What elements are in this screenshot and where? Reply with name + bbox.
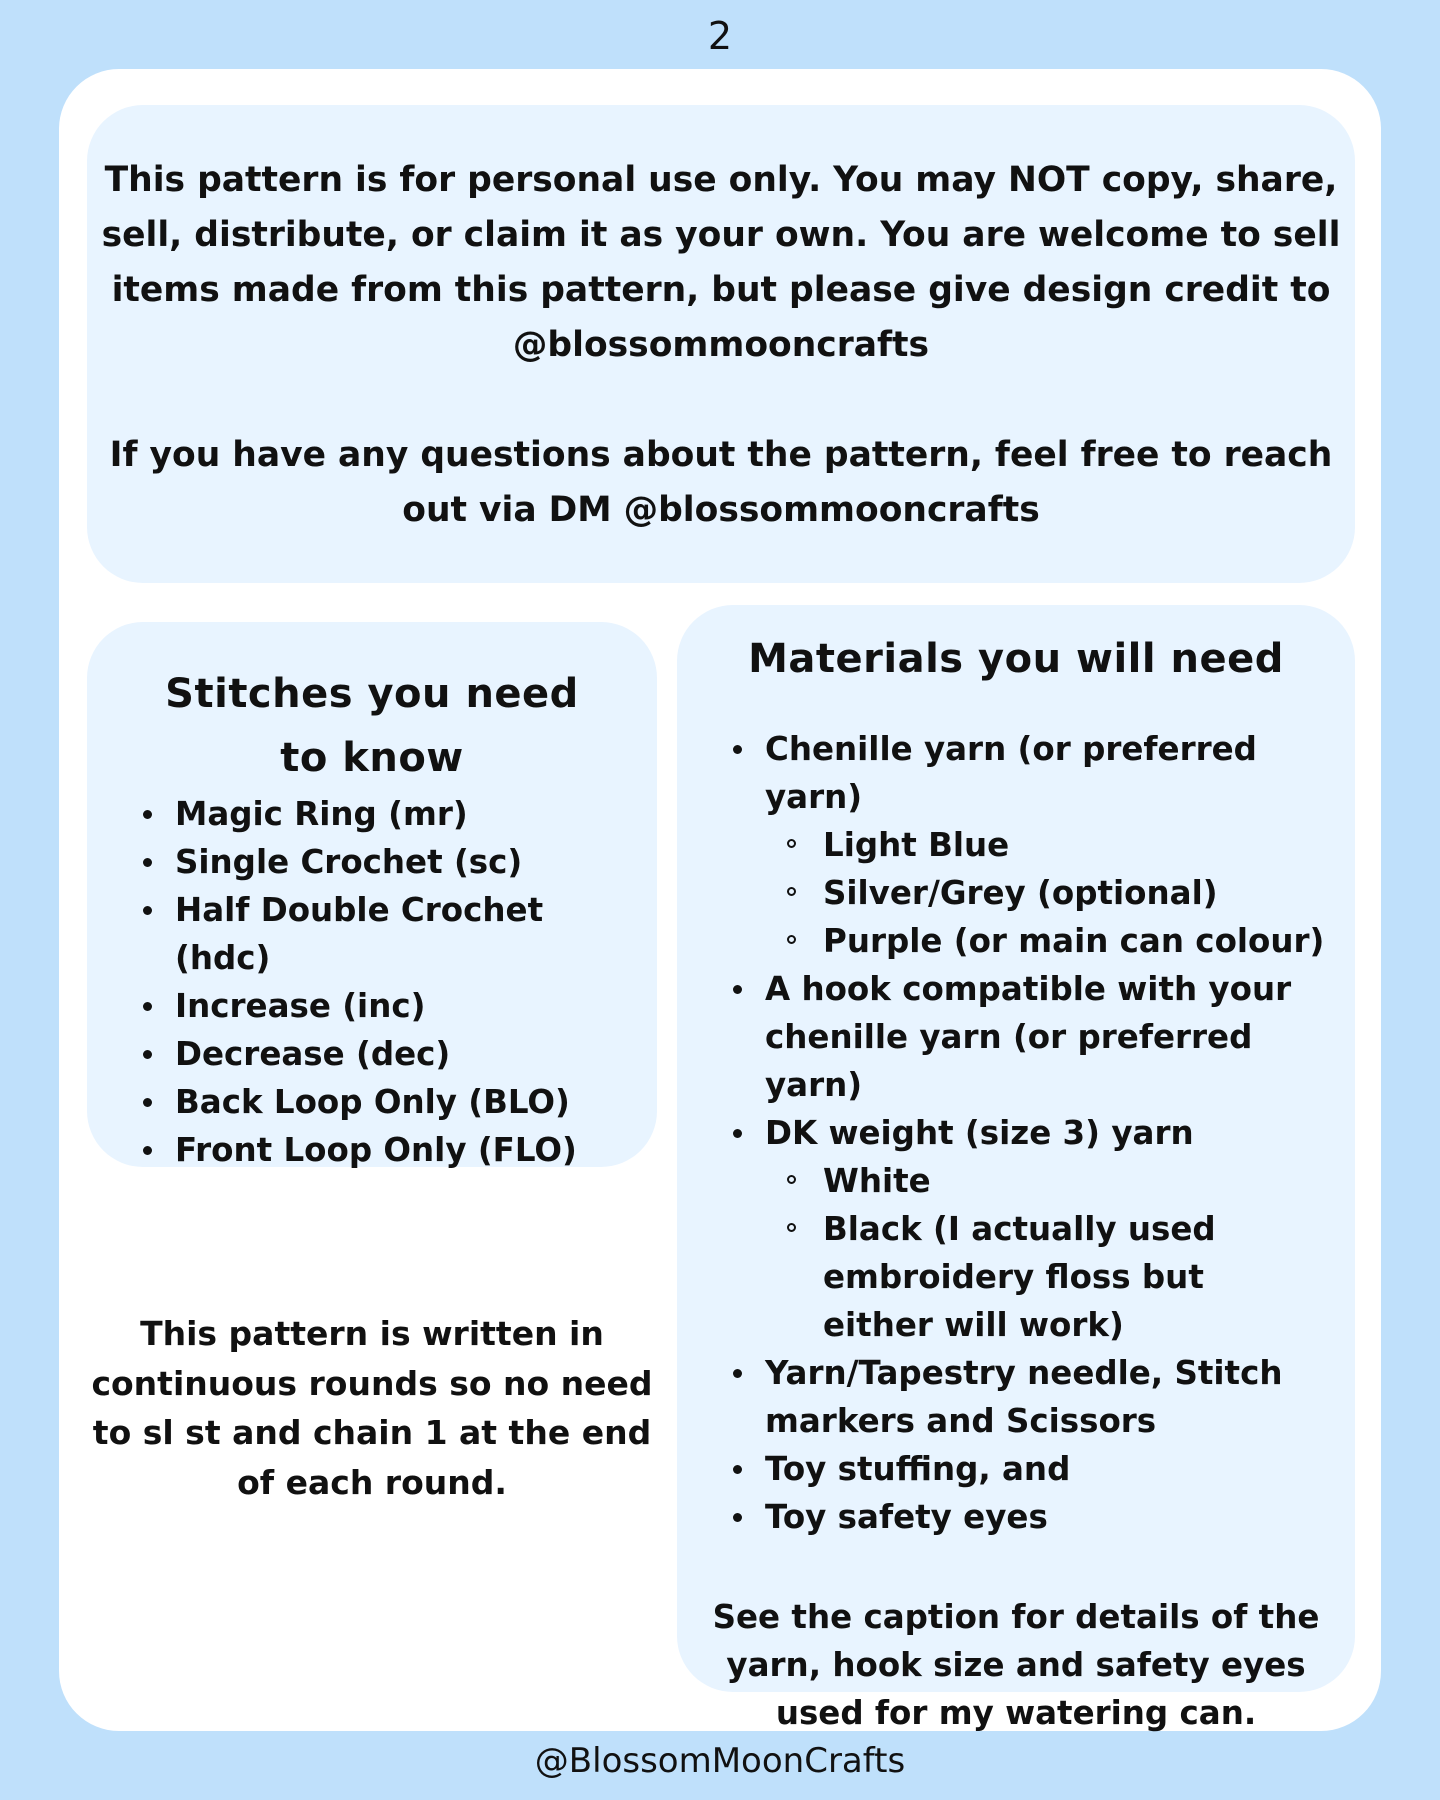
materials-title: Materials you will need (748, 636, 1284, 682)
stitches-panel (87, 622, 657, 1167)
list-item: Increase (inc) (139, 982, 627, 1030)
content-card (59, 69, 1381, 1731)
list-item: Yarn/Tapestry needle, Stitch markers and Scissors (729, 1349, 1325, 1445)
page-number: 2 (707, 14, 733, 58)
list-item: A hook compatible with your chenille yarn (or preferred yarn) (729, 965, 1325, 1109)
list-item: Magic Ring (mr) (139, 790, 627, 838)
list-item: Front Loop Only (FLO) (139, 1126, 627, 1174)
footer-handle: @BlossomMoonCrafts (534, 1741, 906, 1781)
usage-notice-text: This pattern is for personal use only. You may NOT copy, share, sell, distribute, or claim it as your own. You are welcome to sell items made from this pattern, but please give design credit to @blossommooncrafts (101, 160, 1341, 365)
list-item: Toy stuffing, and (729, 1445, 1325, 1493)
list-item: Decrease (dec) (139, 1030, 627, 1078)
list-item: Silver/Grey (optional) (729, 869, 1325, 917)
list-item: Chenille yarn (or preferred yarn) (729, 725, 1325, 821)
materials-panel (677, 605, 1355, 1732)
list-item: Purple (or main can colour) (729, 917, 1325, 965)
materials-list (729, 725, 1325, 1541)
list-item: Single Crochet (sc) (139, 838, 627, 886)
caption-note: See the caption for details of the yarn, hook size and safety eyes used for my watering can. (712, 1598, 1320, 1732)
stitches-list (139, 790, 627, 1174)
list-item: Back Loop Only (BLO) (139, 1078, 627, 1126)
list-item: White (729, 1157, 1325, 1205)
usage-notice-panel (87, 105, 1355, 583)
list-item: Half Double Crochet (hdc) (139, 886, 627, 982)
list-item: DK weight (size 3) yarn (729, 1109, 1325, 1157)
list-item: Light Blue (729, 821, 1325, 869)
contact-notice-text: If you have any questions about the pattern, feel free to reach out via DM @blossommooncrafts (109, 435, 1333, 530)
list-item: Toy safety eyes (729, 1493, 1325, 1541)
stitches-title: Stitches you need to know (165, 671, 579, 781)
list-item: Black (I actually used embroidery floss but either will work) (729, 1205, 1325, 1349)
continuous-rounds-note: This pattern is written in continuous rounds so no need to sl st and chain 1 at the end of each round. (91, 1314, 653, 1502)
